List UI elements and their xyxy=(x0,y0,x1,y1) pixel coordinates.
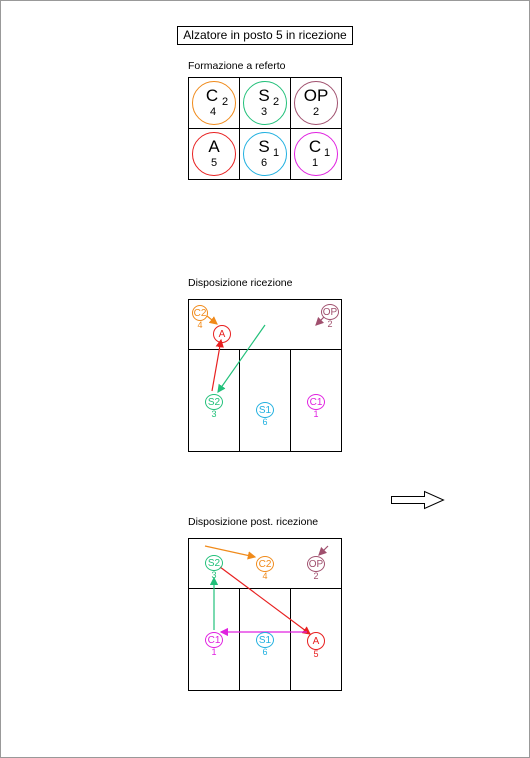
player-label: C2 xyxy=(258,559,272,570)
shirt-number: 2 xyxy=(327,319,333,329)
shirt-number: 1 xyxy=(313,409,319,419)
role-subscript: 2 xyxy=(273,96,280,108)
player-label: S2 xyxy=(207,397,221,408)
shirt-number: 4 xyxy=(209,106,217,118)
role-subscript: 1 xyxy=(324,147,331,159)
player-label: S1 xyxy=(258,405,272,416)
role-subscript: 2 xyxy=(222,96,229,108)
role-letter: OP xyxy=(303,86,329,105)
shirt-number: 5 xyxy=(313,649,319,659)
shirt-number: 2 xyxy=(313,571,319,581)
shirt-number: 2 xyxy=(312,106,320,118)
role-subscript: 1 xyxy=(273,147,280,159)
player-label: C1 xyxy=(309,397,323,408)
shirt-number: 3 xyxy=(211,409,217,419)
shirt-number: 6 xyxy=(260,157,268,169)
role-letter: A xyxy=(208,137,220,156)
shirt-number: 4 xyxy=(262,571,268,581)
ricezione-label: Disposizione ricezione xyxy=(188,277,293,289)
shirt-number: 6 xyxy=(262,417,268,427)
player-label: A xyxy=(218,329,226,340)
right-arrow-icon xyxy=(390,490,446,510)
player-label: A xyxy=(312,636,320,647)
shirt-number: 1 xyxy=(211,647,217,657)
post-label: Disposizione post. ricezione xyxy=(188,516,319,528)
shirt-number: 3 xyxy=(260,106,268,118)
shirt-number: 1 xyxy=(311,157,319,169)
player-label: OP xyxy=(308,559,324,570)
player-label: S1 xyxy=(258,635,272,646)
shirt-number: 4 xyxy=(197,320,203,330)
role-letter: C xyxy=(308,137,322,156)
player-label: C2 xyxy=(193,308,207,319)
player-label: S2 xyxy=(207,558,221,569)
role-letter: S xyxy=(258,86,270,105)
role-letter: S xyxy=(258,137,270,156)
shirt-number: 5 xyxy=(210,157,218,169)
player-label: OP xyxy=(322,307,338,318)
page-title: Alzatore in posto 5 in ricezione xyxy=(177,26,353,45)
role-letter: C xyxy=(205,86,219,105)
player-label: C1 xyxy=(207,635,221,646)
referto-label: Formazione a referto xyxy=(188,60,286,72)
shirt-number: 6 xyxy=(262,647,268,657)
shirt-number: 3 xyxy=(211,570,217,580)
